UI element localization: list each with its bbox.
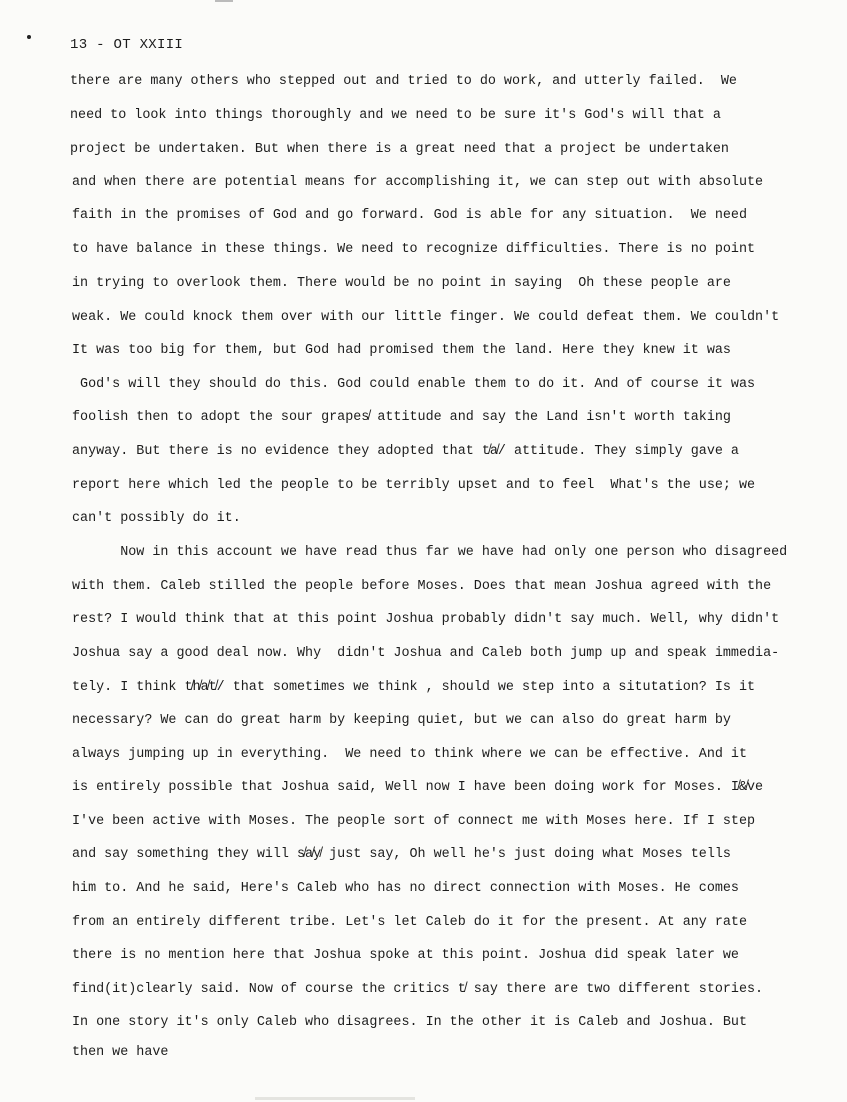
- text-line: rest? I would think that at this point Joshua probably didn't say much. Well, why didn't: [72, 612, 780, 627]
- text-line: always jumping up in everything. We need to think where we can be effective. And it: [72, 747, 747, 762]
- text-line: him to. And he said, Here's Caleb who has no direct connection with Moses. He comes: [72, 881, 739, 896]
- text-line: It was too big for them, but God had promised them the land. Here they knew it was: [72, 343, 731, 358]
- text-line: necessary? We can do great harm by keeping quiet, but we can also do great harm by: [72, 713, 731, 728]
- text-line: from an entirely different tribe. Let's let Caleb do it for the present. At any rate: [72, 915, 747, 930]
- text-line: Now in this account we have read thus far we have had only one person who disagreed: [72, 545, 788, 560]
- scan-artifact-bottom: [255, 1097, 415, 1100]
- text-line: then we have: [72, 1045, 169, 1060]
- text-line: God's will they should do this. God could enable them to do it. And of course it was: [72, 377, 756, 392]
- text-line: with them. Caleb stilled the people before Moses. Does that mean Joshua agreed with the: [72, 579, 772, 594]
- text-line: in trying to overlook them. There would be no point in saying Oh these people are: [72, 276, 731, 291]
- page-header: 13 - OT XXIII: [70, 37, 184, 53]
- text-line: is entirely possible that Joshua said, Well now I have been doing work for Moses. I̸&̸ve: [72, 780, 764, 795]
- text-line: and say something they will s̸a̸y̸ just say, Oh well he's just doing what Moses tells: [72, 847, 731, 862]
- scan-artifact-top: [215, 0, 233, 2]
- text-line: and when there are potential means for accomplishing it, we can step out with absolute: [72, 175, 764, 190]
- text-line: faith in the promises of God and go forward. God is able for any situation. We need: [72, 208, 747, 223]
- text-line: tely. I think t̸h̸a̸t̸/ that sometimes we think , should we step into a situtation? Is it: [72, 680, 756, 695]
- text-line: Joshua say a good deal now. Why didn't Joshua and Caleb both jump up and speak immedia-: [72, 646, 780, 661]
- text-line: report here which led the people to be terribly upset and to feel What's the use; we: [72, 478, 756, 493]
- text-line: there are many others who stepped out and tried to do work, and utterly failed. We: [70, 74, 737, 89]
- text-line: I've been active with Moses. The people sort of connect me with Moses here. If I step: [72, 814, 756, 829]
- text-line: can't possibly do it.: [72, 511, 241, 526]
- text-line: find(it)clearly said. Now of course the critics t̸ say there are two different stories.: [72, 982, 764, 997]
- text-line: foolish then to adopt the sour grapes̸ attitude and say the Land isn't worth taking: [72, 410, 731, 425]
- text-line: to have balance in these things. We need to recognize difficulties. There is no point: [72, 242, 756, 257]
- text-line: In one story it's only Caleb who disagrees. In the other it is Caleb and Joshua. But: [72, 1015, 747, 1030]
- text-line: anyway. But there is no evidence they adopted that t̸a̸/ attitude. They simply gave a: [72, 444, 739, 459]
- margin-dot: [27, 35, 31, 39]
- text-line: need to look into things thoroughly and we need to be sure it's God's will that a: [70, 108, 721, 123]
- text-line: project be undertaken. But when there is a great need that a project be undertaken: [70, 142, 729, 157]
- text-line: there is no mention here that Joshua spoke at this point. Joshua did speak later we: [72, 948, 739, 963]
- text-line: weak. We could knock them over with our little finger. We could defeat them. We couldn't: [72, 310, 780, 325]
